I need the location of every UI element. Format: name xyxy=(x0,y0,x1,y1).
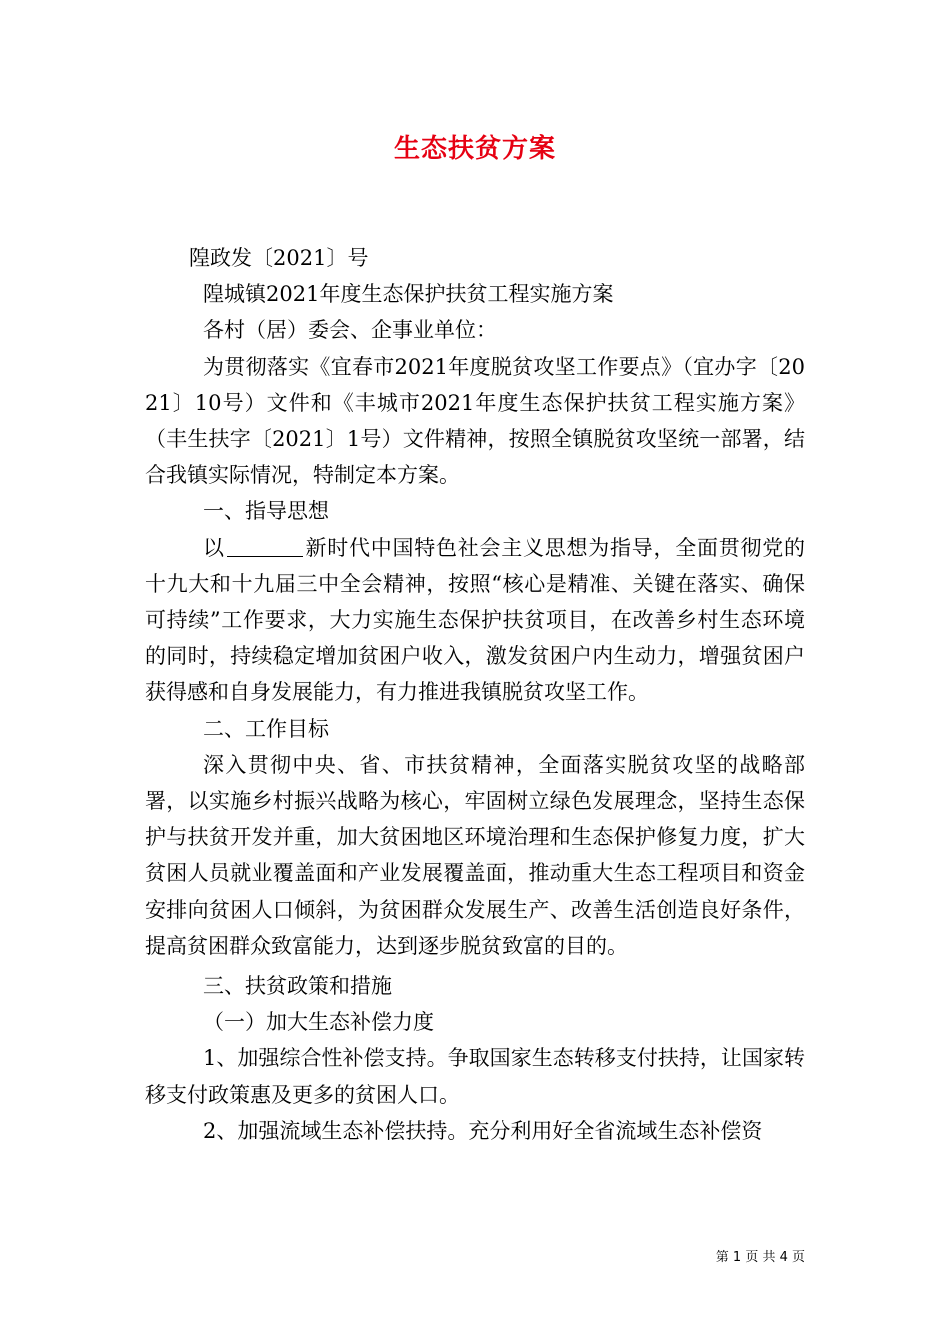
list-item-2: 2、加强流域生态补偿扶持。充分利用好全省流域生态补偿资 xyxy=(203,1118,763,1143)
section-heading-3: 三、扶贫政策和措施 xyxy=(203,974,392,999)
doc-addressee: 各村（居）委会、企事业单位： xyxy=(203,318,497,343)
section-paragraph-1 xyxy=(145,530,805,711)
section-heading-1: 一、指导思想 xyxy=(203,499,329,524)
section-paragraph-2: 深入贯彻中央、省、市扶贫精神，全面落实脱贫攻坚的战略部署，以实施乡村振兴战略为核心，牢固树立绿色发展理念，坚持生态保护与扶贫开发并重，加大贫困地区环境治理和生态保护修复力度，扩大贫困人员就业覆盖面和产业发展覆盖面，推动重大生态工程项目和资金安排向贫困人口倾斜，为贫困群众发展生产、改善生活创造良好条件，提高贫困群众致富能力，达到逐步脱贫致富的目的。 xyxy=(145,752,805,958)
list-item-1: 1、加强综合性补偿支持。争取国家生态转移支付扶持，让国家转移支付政策惠及更多的贫困人口。 xyxy=(145,1046,805,1107)
section-heading-2: 二、工作目标 xyxy=(203,716,329,741)
fill-in-blank xyxy=(227,536,303,557)
page-number: 第 1 页 共 4 页 xyxy=(715,1250,805,1265)
section1-prefix: 以 xyxy=(203,535,225,560)
section1-text: 新时代中国特色社会主义思想为指导，全面贯彻党的十九大和十九届三中全会精神，按照“核心是精准、关键在落实、确保可持续”工作要求，大力实施生态保护扶贫项目，在改善乡村生态环境的同时，持续稳定增加贫困户收入，激发贫困户内生动力，增强贫困户获得感和自身发展能力，有力推进我镇脱贫攻坚工作。 xyxy=(145,535,805,705)
intro-paragraph: 为贯彻落实《宜春市2021年度脱贫攻坚工作要点》（宜办字〔2021〕10号）文件和《丰城市2021年度生态保护扶贫工程实施方案》（丰生扶字〔2021〕1号）文件精神，按照全镇脱贫攻坚统一部署，结合我镇实际情况，特制定本方案。 xyxy=(145,354,805,488)
doc-number: 隍政发〔2021〕号 xyxy=(189,246,369,270)
subsection-heading-1: （一）加大生态补偿力度 xyxy=(203,1010,434,1035)
document-title: 生态扶贫方案 xyxy=(393,134,556,164)
document-body xyxy=(145,240,805,1149)
doc-subtitle: 隍城镇2021年度生态保护扶贫工程实施方案 xyxy=(203,282,614,307)
